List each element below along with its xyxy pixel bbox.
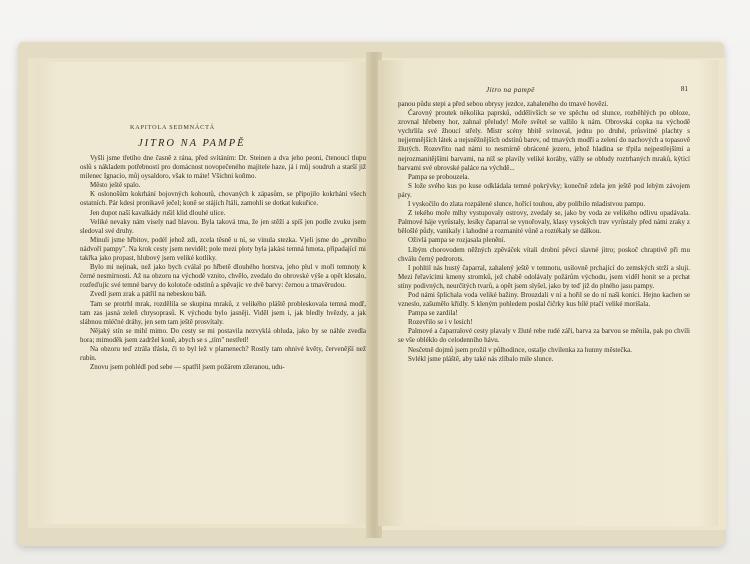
paragraph: Město ještě spalo.: [90, 181, 141, 190]
paragraph: Vyšli jsme třetího dne časně z rána, před svítáním: Dr. Steinen a dva jeho peoni, čtenoucí tlupu oslů s nákladem potřebností pro domácnost novopečeného majitele haze, já i můj soudruh a starší již milenec Ignacio, můj oysaldoro, však to máte! Všichni koňmo.: [80, 154, 366, 181]
paragraph: I vyskočilo do zlata rozpálené slunce, hořící touhou, aby políbilo mladistvou pampu.: [408, 200, 646, 209]
paragraph: Bylo mi nejinak, než jako bych cválal po hřbetě dlouhého horstva, jeho plul v moři temnoty k černé nesmírnosti. Až na obzoru na východě vznito, chvělo, zvedalo do obrovské výše a opět klesalo, rozřeďujíc své temné barvy do kolotoče odstínů a spěvajíc ve dvě barvy: černou a tmavěrudou.: [80, 263, 366, 290]
running-head: Jitro na pampě: [486, 86, 535, 94]
paragraph: Pod námi šplíchala voda veliké bažiny. Brouzdali v ní a hořil se do ní naši koníci. Hejno kachen se vzneslo, zašumělo křídly. S kleným pohledem poslal čičrky kus bílé ptačí veliké morišala.: [398, 290, 690, 309]
paragraph: Oživlá pampa se rozjasala plenění.: [408, 236, 506, 245]
paragraph: Minuli jsme hřbitov, podél jehož zdi, zcela těsně u ní, se vinula stezka. Vjeli jsme do „prvního nádvoří pampy". Na krok cesty jsem neviděl; pole mezi ploty byla jakási temná hmota, připadající mi takřka jako propast, hlubový jsem veliké kotlíky.: [80, 235, 366, 263]
right-page: [378, 60, 718, 526]
paragraph: Z tekého moře mlhy vystupovaly ostrovy, zvedaly se, jako by voda ze velikého odlivu opadávala. Palmové háje vyrůstaly, lesíky čaparral se vynořovaly, klasy vysokých trav vyrůstaly před námi zraky z bělošlé půdy, vanikaly i lahodné a rozmanité vůně a roztékaly se dálkou.: [398, 209, 690, 236]
paragraph: Líbým chorovodem něžných zpěváček vítali drobní pěvci slavné jitro; poskoč chraptivě při mu chválu černý pedrorots.: [398, 245, 690, 263]
left-page-text: [80, 154, 366, 372]
paragraph: S lože svého kus po kuse odkládala temné pokrývky; konečně zdela jen ještě pod lehým závojem páry.: [398, 181, 690, 199]
paragraph: Rozevřilo se i v lesích!: [408, 318, 473, 327]
left-page: [36, 62, 376, 524]
paragraph: K oslonošům kokrhání bojovných kohoutů, chovaných k zápasům, se připojilo kokrhání všech ostatních. Pár kdesi pronikavě ječel; koně se stájích řtáli, zamohli se dotkat kukuřice.: [80, 190, 366, 208]
paragraph: Jen dupot naší kavalkády rušil klid dlouhé ulice.: [90, 208, 226, 217]
paragraph: Znovu jsem pohlédl pod sebe — spatřil jsem požárem zžeranou, udu-: [90, 363, 285, 372]
paragraph: Veliké nevaky nám visely nad hlavou. Byla taková tma, že jen stěží a spíš jen podle zvuku jsem sledoval své druhy.: [80, 217, 366, 235]
paragraph: Svlékl jsme pláště, aby také nás zlíbalo mile slunce.: [408, 354, 554, 363]
paragraph: Tam se protrhl mrak, rozdělila se skupina mraků, z velikého pláště probleskovala temná modř, tam zas jasná zeleň chrysoprasů. K východu bylo jasněji. Viděl jsem i, jak bledly hvězdy, a jak slábnou mléčné dráhy, jen sem tam ještě prosvítaly.: [80, 299, 366, 326]
paragraph: panou půdu stepi a před sebou obrysy jezdce, zahaleného do tmavé hovězí.: [398, 100, 609, 108]
right-page-text: [398, 100, 690, 364]
page-number: 81: [680, 85, 688, 93]
paragraph: Na obzoru teď ztrála třásla, či to byl lež v plamenech? Rostly tam ohnivé květy, červenější než rubín.: [80, 344, 366, 363]
paragraph: Nějaký stín se mihl mimo. Do cesty se mi postavila nezvyklá obluda, jako by se náhle zvedla hora; mimoděk jsem zadržel koně, abych se s „tím" nestřetl!: [80, 326, 366, 344]
paragraph: I pohltil nás hustý čaparral, zahalený ještě v temnotu, usilovně prchající do zemských strží a sluji. Mezi řeřavícími kmeny stromků, jež chabě odolávaly požárům východu, jsem viděl honit se a prchat stíny podivných, neurčitých tvarů, a opět jsem slyšel, jako by teď již do plného jasu pampy.: [398, 263, 690, 290]
chapter-number: KAPITOLA SEDMNÁCTÁ: [130, 124, 215, 131]
chapter-title: JITRO NA PAMPĚ: [138, 138, 246, 149]
paragraph: Pampa se probouzela.: [408, 172, 470, 181]
paragraph: Pampa se zardila!: [408, 309, 458, 318]
paragraph: Palmové a čaparralové cesty plavaly v žluté rebe rudé záři, barva za barvou se měnila, pak po chvíli se vše obléklo do celodenního hávu.: [398, 327, 690, 345]
paragraph: Zvedl jsem zrak a pátřil na nebeskou báň.: [90, 290, 207, 299]
paragraph: Nesčetně dojmů jsem prožil v půlhodince, ostalje chvilenka za hunny městečka.: [408, 345, 632, 354]
paragraph: Čarovný proutek několika paprsků, oddělivších se ve spěchu od slunce, rozběhlých po obloze, zrovnal hřebeny hor, zahnal přeludy! Moře světel se vallilo k nám. Obrovská copka na východě vychrlila své žhoucí střely. Mistr scény hbitě svinoval, jednu po druhé, průsvitné plachty s nejjemnějších látek a nejsněžnějších odstínů barev, od tmavých modří a zelení do nachových a topasově žlutých. Rozevřito nad námi to nesmírně obrácené jezero, jehož hladina se třpila nejpestřejšími a nejrozmanitějšími barvami, na níž se plavily veliké koráby, vážly se obludy roztrhaných mraků, kýtící barvami své obrovské paláce na výchdě...: [398, 109, 690, 172]
